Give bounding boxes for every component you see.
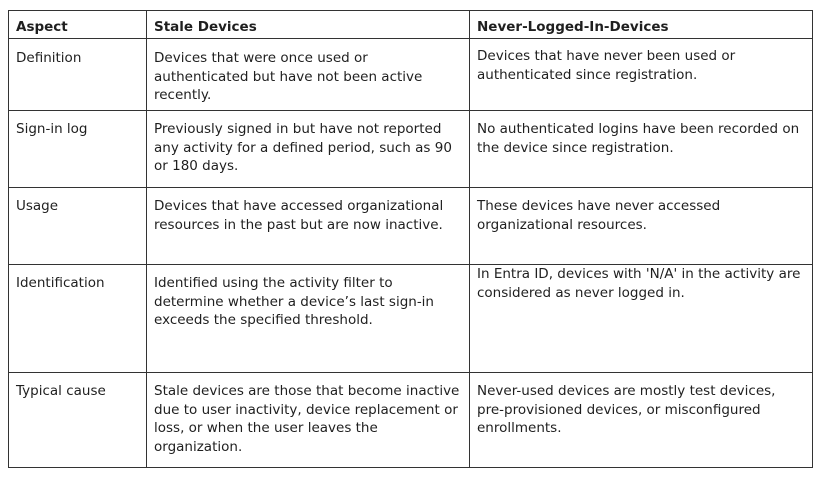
table-row — [9, 265, 813, 373]
row-aspect-label: Definition — [9, 39, 147, 111]
stale-cell: Devices that have accessed organizational resources in the past but are now inactive. — [147, 188, 470, 265]
stale-cell: Stale devices are those that become inactive due to user inactivity, device replacement or loss, or when the user leaves the organization. — [147, 373, 470, 468]
table-row — [9, 111, 813, 188]
row-aspect-label: Typical cause — [9, 373, 147, 468]
row-aspect-label: Usage — [9, 188, 147, 265]
row-aspect-label: Identification — [9, 265, 147, 373]
never-cell: Never-used devices are mostly test devices, pre-provisioned devices, or misconfigured enrollments. — [470, 373, 813, 468]
comparison-table — [8, 10, 813, 468]
table-row — [9, 188, 813, 265]
table-row — [9, 373, 813, 468]
never-cell: These devices have never accessed organizational resources. — [470, 188, 813, 265]
stale-cell: Devices that were once used or authenticated but have not been active recently. — [147, 39, 470, 111]
header-aspect: Aspect — [9, 11, 147, 39]
never-cell: No authenticated logins have been recorded on the device since registration. — [470, 111, 813, 188]
never-cell: Devices that have never been used or authenticated since registration. — [470, 39, 813, 111]
header-stale-devices: Stale Devices — [147, 11, 470, 39]
stale-cell: Identified using the activity filter to determine whether a device’s last sign-in exceeds the specified threshold. — [147, 265, 470, 373]
never-cell: In Entra ID, devices with 'N/A' in the activity are considered as never logged in. — [470, 265, 813, 373]
table-row — [9, 39, 813, 111]
header-never-logged-in-devices: Never-Logged-In-Devices — [470, 11, 813, 39]
table-header-row — [9, 11, 813, 39]
stale-cell: Previously signed in but have not reported any activity for a defined period, such as 90 or 180 days. — [147, 111, 470, 188]
row-aspect-label: Sign-in log — [9, 111, 147, 188]
